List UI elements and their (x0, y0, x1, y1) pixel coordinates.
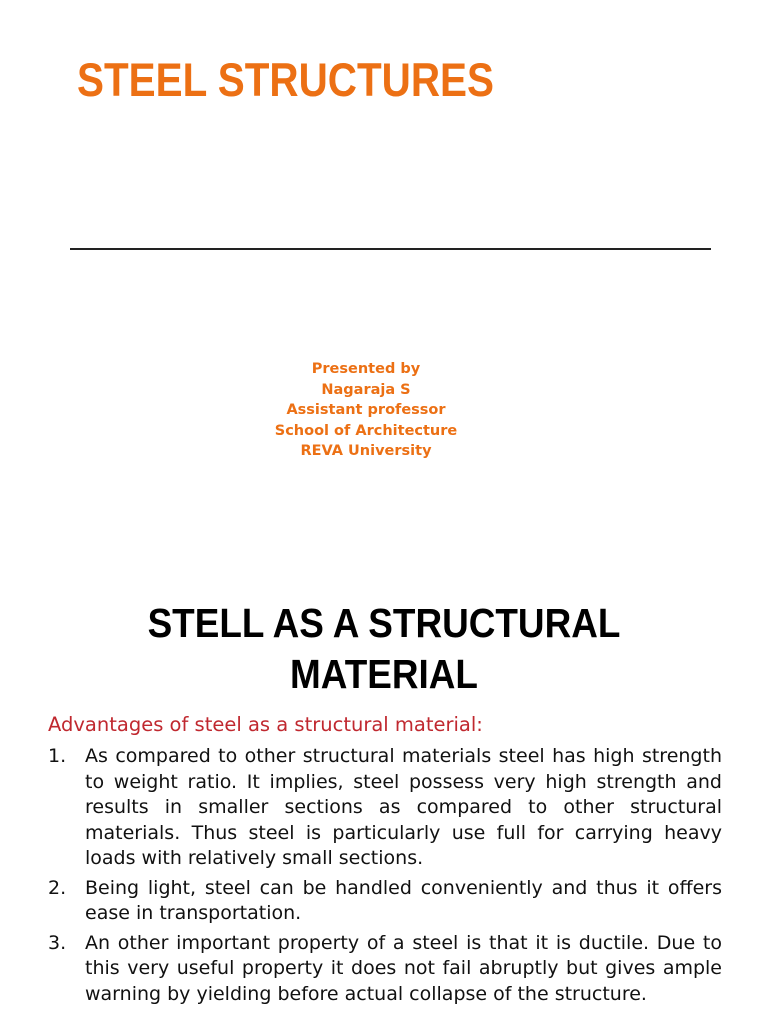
presenter-position: Assistant professor (286, 402, 446, 418)
list-item (48, 744, 722, 872)
heading-line-1: STELL AS A STRUCTURAL (147, 600, 621, 646)
presenter-university: REVA University (300, 443, 432, 459)
presenter-label: Presented by (311, 361, 421, 377)
slide-heading (0, 598, 768, 700)
list-item-number: 1. (48, 745, 67, 767)
list-item (48, 876, 722, 927)
presenter-department: School of Architecture (274, 422, 458, 439)
list-item (48, 931, 722, 1008)
presenter-block (0, 359, 732, 462)
list-item-text: An other important property of a steel is that it is ductile. Due to this very useful property it does not fail abruptly but gives ample warning by yielding before actual collapse of the structure. (85, 931, 722, 1005)
advantages-list (48, 744, 722, 1011)
heading-line-2: MATERIAL (290, 651, 478, 697)
presenter-name: Nagaraja S (321, 381, 411, 398)
list-item-number: 3. (48, 931, 67, 954)
list-item-text: As compared to other structural materials steel has high strength to weight ratio. It implies, steel possess very high strength and results in smaller sections as compared to other structural materials. Thus steel is particularly use full for carrying heavy loads with relatively small sections. (85, 745, 722, 869)
title-divider (70, 248, 711, 250)
list-item-text: Being light, steel can be handled conveniently and thus it offers ease in transportation. (85, 876, 722, 924)
advantages-subheading: Advantages of steel as a structural material: (48, 713, 483, 736)
slide-title: STEEL STRUCTURES (77, 53, 494, 106)
content-slide (0, 560, 768, 1024)
list-item-number: 2. (48, 876, 67, 899)
